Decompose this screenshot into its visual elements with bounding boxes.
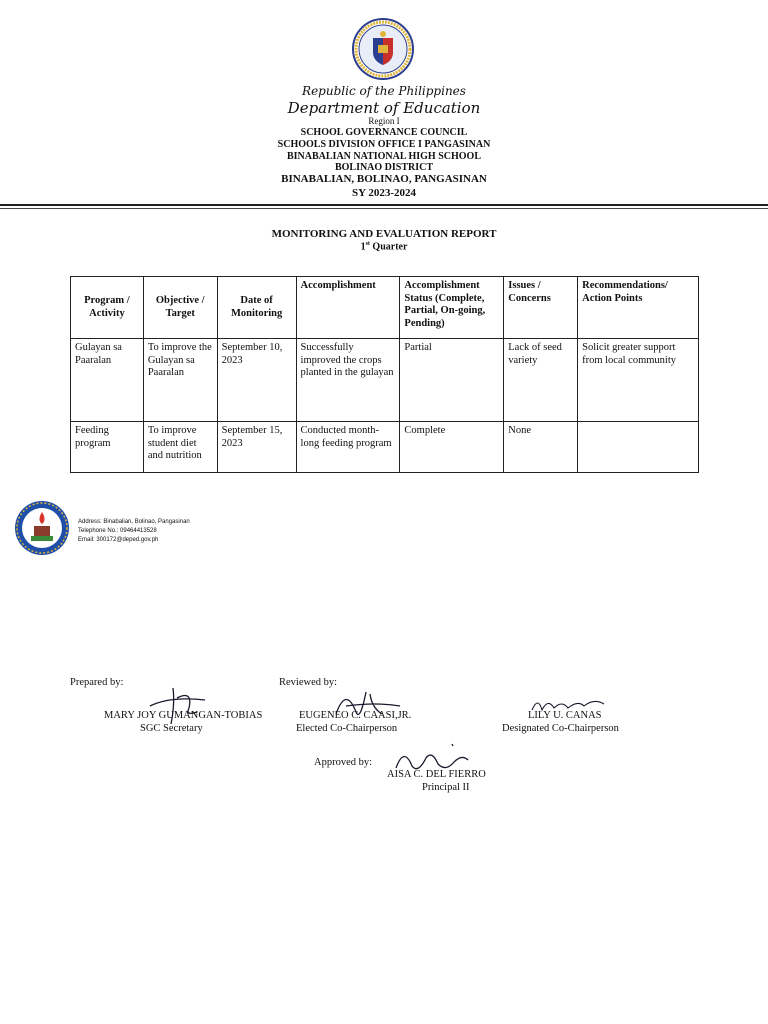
table-cell: Successfully improved the crops planted in the gulayan [296,339,400,422]
department-line: Department of Education [287,99,481,117]
quarter-suffix: st [365,241,370,247]
table-header-row [71,277,699,339]
table-cell: Lack of seed variety [504,339,578,422]
table-cell: Conducted month-long feeding program [296,422,400,473]
school-address-line: BINABALIAN, BOLINAO, PANGASINAN [281,173,487,185]
deped-seal-icon [352,18,414,80]
table-cell [578,422,699,473]
reviewer1-name: EUGENEO C. CAASI,JR. [299,710,412,721]
header-objective: Objective / Target [143,277,217,339]
table-row [71,339,699,422]
table-cell: Partial [400,339,504,422]
reviewed-by-label: Reviewed by: [279,677,338,688]
school-year-line: SY 2023-2024 [351,187,417,199]
monitoring-table [70,276,699,473]
table-cell: Gulayan sa Paaralan [71,339,144,422]
prepared-by-label: Prepared by: [70,677,124,688]
table-cell: Feeding program [71,422,144,473]
report-title: MONITORING AND EVALUATION REPORT [271,228,497,240]
table-cell: Solicit greater support from local community [578,339,699,422]
quarter-word: Quarter [369,241,408,253]
division-line: SCHOOLS DIVISION OFFICE I PANGASINAN [277,139,491,150]
header-recommendations: Recommendations/ Action Points [578,277,699,339]
approved-by-label: Approved by: [314,757,373,768]
preparer-title: SGC Secretary [140,723,203,734]
reviewer1-title: Elected Co-Chairperson [296,723,398,734]
header-rule-thin [0,208,768,209]
table-cell: September 10, 2023 [217,339,296,422]
approver-name: AISA C. DEL FIERRO [387,769,486,780]
reviewer2-title: Designated Co-Chairperson [502,723,619,734]
contact-block [78,518,190,545]
reviewer2-name: LILY U. CANAS [528,710,602,721]
council-line: SCHOOL GOVERNANCE COUNCIL [300,127,468,138]
header-status: Accomplishment Status (Complete, Partial, On-going, Pending) [400,277,504,339]
contact-address: Address: Binabalian, Bolinao, Pangasinan [78,519,190,525]
table-cell: To improve the Gulayan sa Paaralan [143,339,217,422]
report-quarter [0,241,768,252]
contact-email: Email: 300172@deped.gov.ph [78,537,159,543]
school-logo-icon [14,500,70,556]
district-line: BOLINAO DISTRICT [334,162,434,173]
approver-title: Principal II [422,782,470,793]
contact-telephone: Telephone No.: 09464413528 [78,528,157,534]
header-accomplishment: Accomplishment [296,277,400,339]
school-name-line: BINABALIAN NATIONAL HIGH SCHOOL [286,151,482,162]
preparer-name: MARY JOY GUMANGAN-TOBIAS [104,710,263,721]
republic-line: Republic of the Philippines [302,84,466,98]
quarter-number: 1 [360,241,366,253]
table-cell: Complete [400,422,504,473]
table-row [71,422,699,473]
header-rule-thick [0,204,768,206]
table-cell: None [504,422,578,473]
header-issues: Issues / Concerns [504,277,578,339]
header-date: Date of Monitoring [217,277,296,339]
region-line: Region I [368,116,400,126]
table-cell: To improve student diet and nutrition [143,422,217,473]
header-program: Program / Activity [71,277,144,339]
table-cell: September 15, 2023 [217,422,296,473]
